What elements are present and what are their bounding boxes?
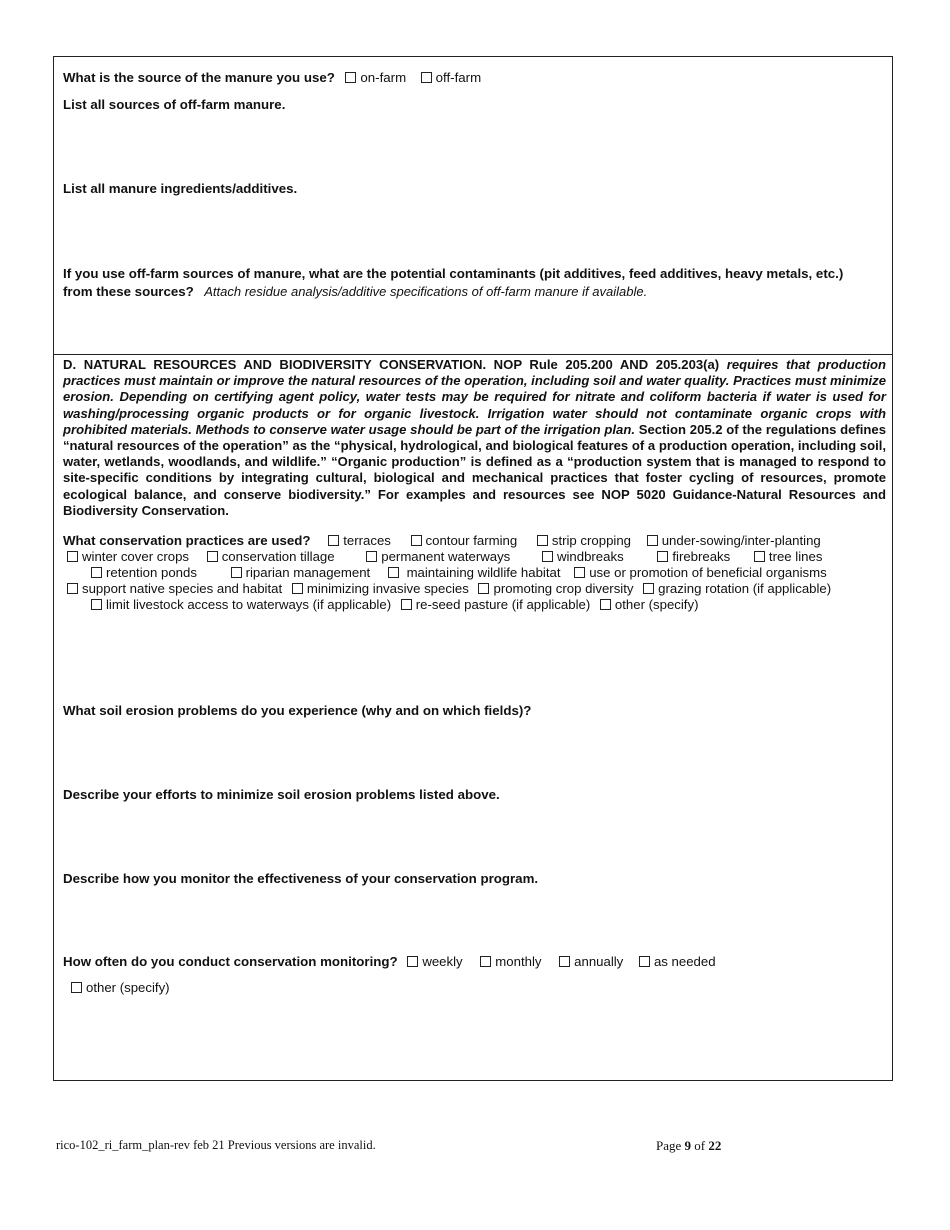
native-species-checkbox[interactable] <box>67 583 78 594</box>
option-annually[interactable]: annually <box>559 954 623 969</box>
off-farm-checkbox[interactable] <box>421 72 432 83</box>
option-crop-diversity[interactable]: promoting crop diversity <box>478 581 633 596</box>
firebreaks-checkbox[interactable] <box>657 551 668 562</box>
contaminants-question: If you use off-farm sources of manure, what are the potential contaminants (pit additives, feed additives, heavy metals, etc.) from these sources? Attach residue analysis/additive specifications of off-farm manure if available. <box>63 266 844 299</box>
manure-source-question: What is the source of the manure you use? <box>63 70 335 85</box>
monitoring-other-row <box>63 980 886 995</box>
option-reseed-pasture[interactable]: re-seed pasture (if applicable) <box>401 597 590 612</box>
reseed-pasture-checkbox[interactable] <box>401 599 412 610</box>
permanent-waterways-checkbox[interactable] <box>366 551 377 562</box>
footer-revision: rico-102_ri_farm_plan-rev feb 21 Previous versions are invalid. <box>56 1138 376 1152</box>
strip-cropping-checkbox[interactable] <box>537 535 548 546</box>
option-retention-ponds[interactable]: retention ponds <box>91 565 197 580</box>
practices-row-3 <box>63 565 886 580</box>
practices-row-5 <box>63 597 886 612</box>
option-native-species[interactable]: support native species and habitat <box>67 581 282 596</box>
section-d-definitions: Section 205.2 of the regulations defines “natural resources of the operation” as the “physical, hydrological, and biological features of a production operation, including soil, water, wetlands, woodlands, and wildlife.” “Organic production” is defined as a “production system that is managed to respond to site-specific conditions by integrating cultural, biological and mechanical practices that foster cycling of resources, promote ecological balance, and conserve biodiversity.” For examples and resources see NOP 5020 Guidance-Natural Resources and Biodiversity Conservation. <box>63 421 886 518</box>
annually-checkbox[interactable] <box>559 956 570 967</box>
section-d-heading: D. NATURAL RESOURCES AND BIODIVERSITY CONSERVATION. NOP Rule 205.200 AND 205.203(a) <box>63 357 720 372</box>
terraces-checkbox[interactable] <box>328 535 339 546</box>
monitoring-frequency-row <box>63 954 886 969</box>
option-limit-livestock[interactable]: limit livestock access to waterways (if applicable) <box>91 597 391 612</box>
invasive-species-checkbox[interactable] <box>292 583 303 594</box>
option-firebreaks[interactable]: firebreaks <box>657 549 730 564</box>
grazing-rotation-checkbox[interactable] <box>643 583 654 594</box>
windbreaks-checkbox[interactable] <box>542 551 553 562</box>
contour-farming-checkbox[interactable] <box>411 535 422 546</box>
option-beneficial-organisms[interactable]: use or promotion of beneficial organisms <box>574 565 827 580</box>
on-farm-checkbox[interactable] <box>345 72 356 83</box>
limit-livestock-checkbox[interactable] <box>91 599 102 610</box>
option-invasive-species[interactable]: minimizing invasive species <box>292 581 469 596</box>
option-strip-cropping[interactable]: strip cropping <box>537 533 631 548</box>
option-under-sowing[interactable]: under-sowing/inter-planting <box>647 533 821 548</box>
section-divider <box>54 354 892 355</box>
wildlife-habitat-checkbox[interactable] <box>388 567 399 578</box>
manure-ingredients-question: List all manure ingredients/additives. <box>63 181 298 196</box>
other-practice-checkbox[interactable] <box>600 599 611 610</box>
option-terraces[interactable]: terraces <box>328 533 391 548</box>
option-permanent-waterways[interactable]: permanent waterways <box>366 549 510 564</box>
off-farm-sources-question: List all sources of off-farm manure. <box>63 97 286 112</box>
footer-page-number: Page 9 of 22 <box>656 1138 722 1153</box>
manure-source-row <box>63 69 481 87</box>
tree-lines-checkbox[interactable] <box>754 551 765 562</box>
monitor-effectiveness-question: Describe how you monitor the effectiveness of your conservation program. <box>63 871 539 886</box>
off-farm-option[interactable]: off-farm <box>421 70 482 85</box>
riparian-management-checkbox[interactable] <box>231 567 242 578</box>
on-farm-option[interactable]: on-farm <box>345 70 406 85</box>
erosion-problems-question: What soil erosion problems do you experience (why and on which fields)? <box>63 703 532 718</box>
retention-ponds-checkbox[interactable] <box>91 567 102 578</box>
conservation-tillage-checkbox[interactable] <box>207 551 218 562</box>
option-other-monitoring[interactable]: other (specify) <box>71 980 170 995</box>
option-wildlife-habitat[interactable]: maintaining wildlife habitat <box>388 565 561 580</box>
form-frame <box>53 56 893 1081</box>
monthly-checkbox[interactable] <box>480 956 491 967</box>
crop-diversity-checkbox[interactable] <box>478 583 489 594</box>
option-other-practice[interactable]: other (specify) <box>600 597 699 612</box>
contaminants-note: Attach residue analysis/additive specifications of off-farm manure if available. <box>204 284 648 299</box>
monitoring-question: How often do you conduct conservation monitoring? <box>63 954 398 969</box>
winter-cover-crops-checkbox[interactable] <box>67 551 78 562</box>
practices-row-1 <box>63 533 886 548</box>
option-tree-lines[interactable]: tree lines <box>754 549 823 564</box>
practices-question: What conservation practices are used? <box>63 533 311 548</box>
other-monitoring-checkbox[interactable] <box>71 982 82 993</box>
erosion-efforts-question: Describe your efforts to minimize soil erosion problems listed above. <box>63 787 500 802</box>
option-winter-cover-crops[interactable]: winter cover crops <box>67 549 189 564</box>
option-riparian-management[interactable]: riparian management <box>231 565 371 580</box>
option-as-needed[interactable]: as needed <box>639 954 716 969</box>
practices-row-4 <box>63 581 886 596</box>
section-d-paragraph <box>63 357 886 519</box>
option-conservation-tillage[interactable]: conservation tillage <box>207 549 335 564</box>
practices-row-2 <box>63 549 886 564</box>
option-grazing-rotation[interactable]: grazing rotation (if applicable) <box>643 581 831 596</box>
weekly-checkbox[interactable] <box>407 956 418 967</box>
as-needed-checkbox[interactable] <box>639 956 650 967</box>
beneficial-organisms-checkbox[interactable] <box>574 567 585 578</box>
option-weekly[interactable]: weekly <box>407 954 462 969</box>
option-contour-farming[interactable]: contour farming <box>411 533 518 548</box>
under-sowing-checkbox[interactable] <box>647 535 658 546</box>
option-windbreaks[interactable]: windbreaks <box>542 549 624 564</box>
section-d-italic: requires that production practices must maintain or improve the natural resources of the operation, including soil and water quality. Practices must minimize erosion. Depending on certifying agent policy, water tests may be required for nitrate and coliform bacteria if water is used for washing/processing organic products or for organic livestock. Irrigation water should not contaminate organic crops with prohibited materials. Methods to conserve water usage should be part of the irrigation plan. <box>63 357 886 437</box>
option-monthly[interactable]: monthly <box>480 954 541 969</box>
